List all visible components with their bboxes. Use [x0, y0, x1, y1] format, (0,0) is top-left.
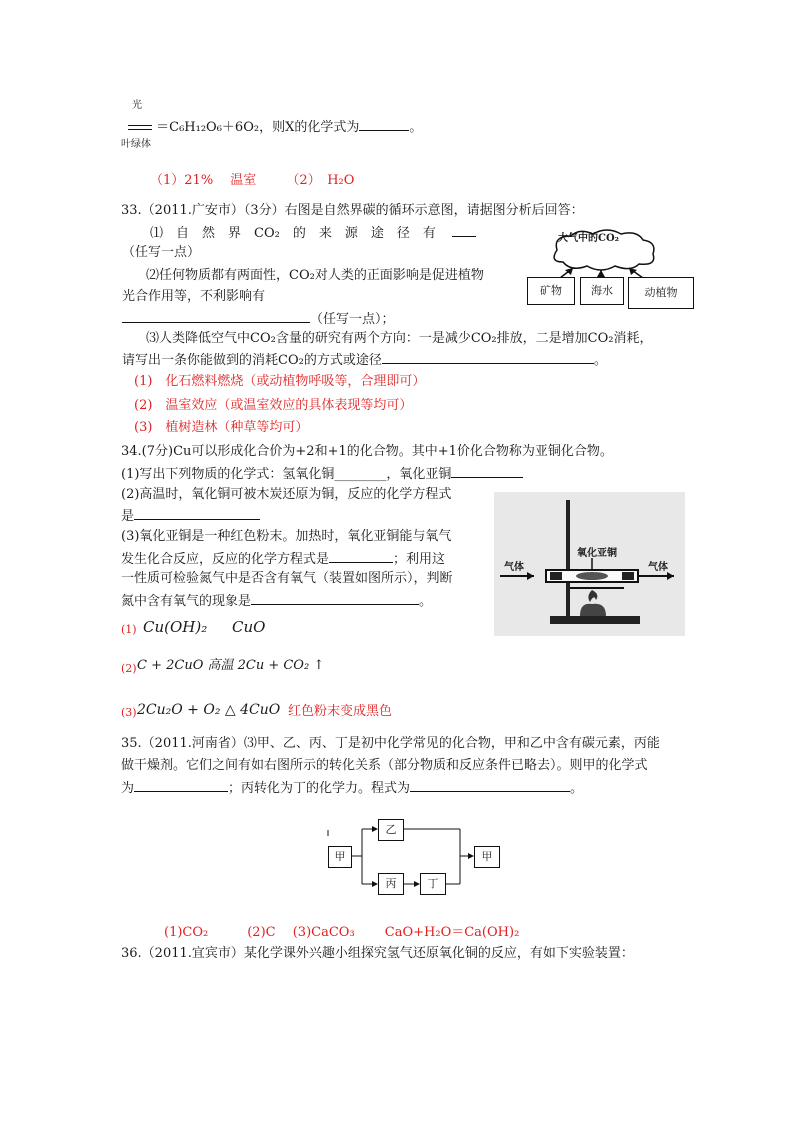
chlorophyll-label: 叶绿体 [121, 139, 151, 150]
q33-p3a: ⑶人类降低空气中CO₂含量的研究有两个方向：一是减少CO₂排放，二是增加CO₂消耗， [146, 331, 653, 346]
node-jia-right: 甲 [474, 846, 500, 868]
gas-out-label: 气体 [648, 562, 668, 573]
equation-line [128, 118, 422, 136]
q34-ans3-text: 红色粉末变成黑色 [288, 704, 393, 719]
q34-p2b: 是 [121, 509, 135, 524]
q35-intro-c2: ；丙转化为丁的化学力。程式为 [228, 781, 411, 796]
q34-p3a: (3)氧化亚铜是一种红色粉末。加热时，氧化亚铜能与氧气 [121, 529, 452, 544]
q33-blank3 [382, 351, 594, 364]
q33-p1 [150, 224, 476, 242]
q34-blank3 [329, 550, 393, 563]
q33-answer2: (2) 温室效应（或温室效应的具体表现等均可） [134, 398, 413, 413]
q34-p3b-line [121, 550, 445, 568]
q34-intro: 34.(7分)Cu可以形成化合价为+2和+1的化合物。其中+1价化合物称为亚铜化合物。 [121, 444, 613, 459]
q33-answer1: (1) 化石燃料燃烧（或动植物呼吸等，合理即可） [134, 374, 426, 389]
light-label: 光 [132, 100, 142, 111]
q33-answer3: (3) 植树造林（种草等均可） [134, 420, 309, 435]
q33-blank1 [452, 224, 476, 237]
q33-p2c-line [122, 310, 395, 328]
q33-p2b: 光合作用等，不利影响有 [122, 289, 266, 304]
q34-p3e-line [121, 592, 432, 610]
q34-p2a: (2)高温时，氧化铜可被木炭还原为铜，反应的化学方程式 [121, 487, 452, 502]
q34-ans2-eq: C + 2CuO 高温 2Cu + CO₂ ↑ [137, 658, 325, 673]
q34-p2b-line [121, 507, 260, 525]
q34-ans1-b: CuO [232, 618, 266, 636]
node-ding: 丁 [420, 873, 446, 895]
box-organisms: 动植物 [628, 277, 694, 309]
q35-intro-c1: 为 [121, 781, 135, 796]
q33-p3b: 请写出一条你能做到的消耗CO₂的方式或途径 [122, 353, 382, 368]
equation-text: ＝C₆H₁₂O₆＋6O₂，则X的化学式为 [156, 120, 360, 135]
box-seawater: 海水 [580, 277, 624, 305]
answer-blank [359, 118, 409, 131]
q34-ans3-num: (3) [121, 706, 137, 719]
q34-p3b: 发生化合反应，反应的化学方程式是 [121, 552, 330, 567]
equation-arrow [128, 125, 152, 130]
q35-intro-b: 做干燥剂。它们之间有如右图所示的转化关系（部分物质和反应条件已略去）。则甲的化学式 [121, 758, 648, 773]
q34-ans2-num: (2) [121, 662, 137, 675]
q33-p2a: ⑵任何物质都有两面性，CO₂对人类的正面影响是促进植物 [146, 268, 484, 283]
cloud-label: 大气中的CO₂ [558, 233, 620, 244]
q35-blank2 [410, 779, 570, 792]
q35-intro-c-line [121, 779, 583, 797]
q35-intro-c3: 。 [570, 781, 584, 796]
q33-p3b-line [122, 351, 607, 369]
q33-blank2 [122, 310, 310, 323]
q34-ans3-eq: 2Cu₂O + O₂ △ 4CuO [137, 702, 281, 718]
node-bing: 丙 [378, 873, 404, 895]
q33-p1b: （任写一点） [122, 245, 201, 260]
q34-ans1-a: Cu(OH)₂ [143, 618, 208, 636]
q35-answer: (1)CO₂ (2)C (3)CaCO₃ CaO+H₂O＝Ca(OH)₂ [164, 925, 520, 940]
q34-p3f: 。 [419, 594, 433, 609]
q34-p1-line [121, 465, 523, 483]
q35-intro-a: 35.（2011.河南省）⑶甲、乙、丙、丁是初中化学常见的化合物，甲和乙中含有碳元素，丙能 [121, 736, 660, 751]
q34-p1: (1)写出下列物质的化学式：氢氧化铜________，氧化亚铜 [121, 467, 452, 482]
q33-intro: 33.（2011.广安市）（3分）右图是自然界碳的循环示意图，请据图分析后回答： [121, 203, 584, 218]
q33-p3-end: 。 [593, 353, 607, 368]
period: 。 [409, 120, 423, 135]
q34-p3d: 一性质可检验氮气中是否含有氧气（装置如图所示），判断 [121, 571, 453, 586]
q34-ans1-num: (1) [121, 623, 137, 636]
gas-in-label: 气体 [504, 562, 524, 573]
box-minerals: 矿物 [527, 277, 575, 305]
q33-p2c: （任写一点）； [310, 312, 395, 327]
q34-p3c: ；利用这 [393, 552, 446, 567]
apparatus-label: 氧化亚铜 [577, 548, 617, 559]
node-jia-left: 甲 [328, 846, 352, 868]
q34-blank2 [134, 507, 260, 520]
q33-p1-text: ⑴ 自 然 界 CO₂ 的 来 源 途 径 有 [150, 226, 436, 241]
top-answer: （1）21% 温室 （2） H₂O [150, 173, 355, 188]
q36-intro: 36.（2011.宜宾市）某化学课外兴趣小组探究氢气还原氧化铜的反应，有如下实验装置： [121, 946, 634, 961]
q34-p3e: 氮中含有氧气的现象是 [121, 594, 252, 609]
node-yi: 乙 [378, 819, 404, 841]
q35-blank1 [134, 779, 228, 792]
q34-blank1 [451, 465, 523, 478]
q34-blank4 [251, 592, 419, 605]
